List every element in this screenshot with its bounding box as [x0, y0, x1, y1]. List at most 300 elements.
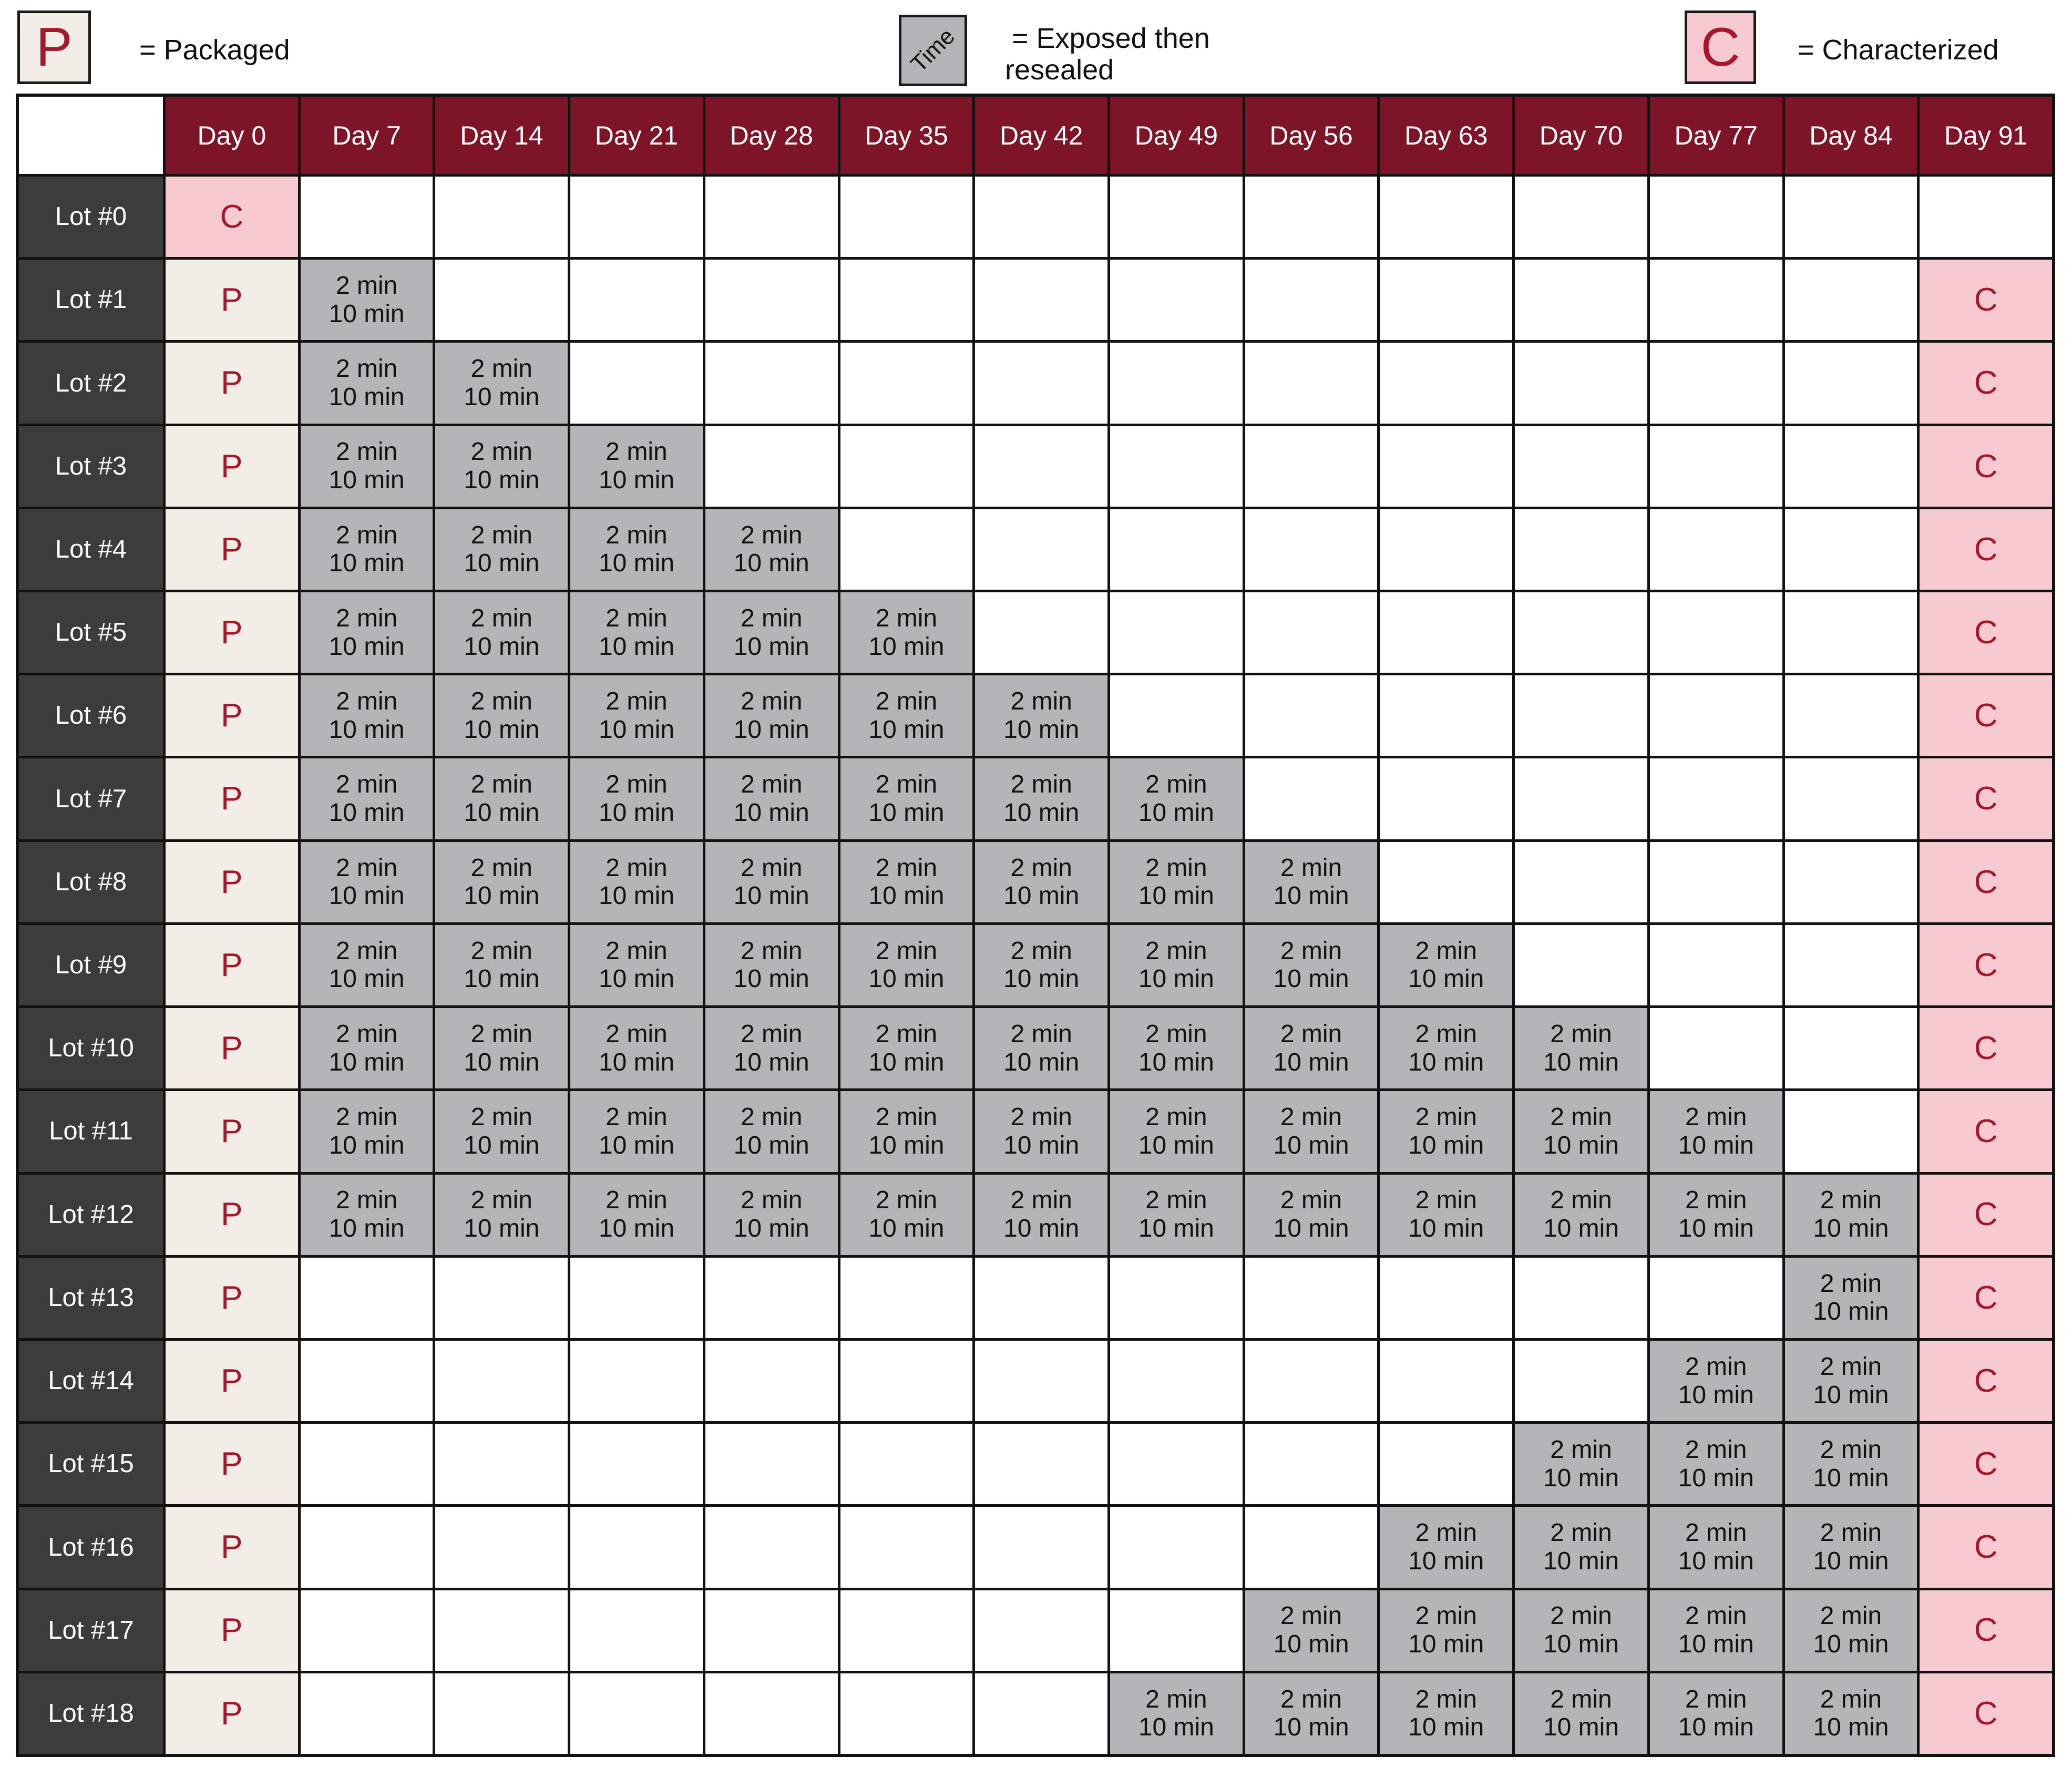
exposed-cell — [705, 925, 838, 1005]
exposure-time-long: 10 min — [464, 632, 540, 661]
exposure-time-short: 2 min — [606, 438, 668, 466]
exposure-time-long: 10 min — [329, 1048, 405, 1076]
exposure-time-long: 10 min — [733, 882, 809, 910]
exposed-cell — [1380, 925, 1512, 1005]
exposure-time-short: 2 min — [1685, 1436, 1747, 1464]
exposure-time-short: 2 min — [470, 687, 532, 716]
packaged-cell: P — [166, 842, 298, 922]
exposed-cell — [570, 1091, 703, 1171]
exposure-time-long: 10 min — [733, 1215, 809, 1243]
empty-cell — [1110, 343, 1243, 423]
exposure-time-short: 2 min — [1010, 1103, 1072, 1132]
exposure-time-short: 2 min — [335, 272, 398, 300]
exposed-cell — [435, 842, 568, 922]
exposure-time-short: 2 min — [1010, 687, 1072, 716]
exposure-time-long: 10 min — [598, 1131, 675, 1159]
exposure-time-short: 2 min — [1145, 854, 1207, 882]
exposed-cell — [1515, 1091, 1647, 1171]
exposed-cell — [301, 260, 433, 340]
legend-characterized-swatch — [1685, 11, 1756, 84]
empty-cell — [301, 1341, 433, 1421]
empty-cell — [1515, 675, 1647, 756]
empty-cell — [301, 1507, 433, 1587]
empty-cell — [1110, 509, 1243, 590]
empty-cell — [570, 177, 703, 257]
exposure-time-short: 2 min — [875, 687, 938, 716]
lot-label: Lot #13 — [19, 1258, 163, 1338]
empty-cell — [435, 1341, 568, 1421]
empty-cell — [840, 1673, 973, 1754]
exposed-cell — [1515, 1424, 1647, 1504]
exposure-time-long: 10 min — [733, 549, 809, 578]
empty-cell — [1785, 343, 1917, 423]
exposed-cell — [705, 509, 838, 590]
exposure-time-long: 10 min — [329, 799, 405, 827]
lot-label: Lot #17 — [19, 1590, 163, 1671]
exposed-cell — [840, 925, 973, 1005]
exposure-time-short: 2 min — [1280, 1685, 1342, 1713]
exposure-time-long: 10 min — [464, 965, 540, 993]
exposure-time-long: 10 min — [1003, 799, 1080, 827]
empty-cell — [975, 177, 1107, 257]
empty-cell — [1110, 1507, 1243, 1587]
exposed-cell — [975, 1175, 1107, 1255]
empty-cell — [570, 1258, 703, 1338]
lot-label: Lot #11 — [19, 1091, 163, 1171]
exposure-time-short: 2 min — [1685, 1685, 1747, 1713]
empty-cell — [1650, 177, 1782, 257]
exposure-time-long: 10 min — [1003, 1215, 1080, 1243]
empty-cell — [570, 1673, 703, 1754]
exposed-cell — [301, 842, 433, 922]
exposed-cell — [1245, 1673, 1378, 1754]
exposed-cell — [1380, 1008, 1512, 1088]
exposure-time-short: 2 min — [741, 770, 803, 799]
exposed-cell — [1110, 758, 1243, 839]
exposure-time-short: 2 min — [335, 604, 398, 632]
exposed-cell — [1785, 1258, 1917, 1338]
exposure-time-short: 2 min — [1415, 1685, 1477, 1713]
exposure-time-short: 2 min — [606, 521, 668, 549]
exposure-time-long: 10 min — [464, 466, 540, 495]
exposure-time-long: 10 min — [1813, 1713, 1889, 1742]
exposed-cell — [1785, 1590, 1917, 1671]
exposure-time-short: 2 min — [1415, 1602, 1477, 1630]
packaged-cell: P — [166, 592, 298, 673]
exposed-cell — [1380, 1590, 1512, 1671]
empty-cell — [1515, 842, 1647, 922]
exposed-cell — [1245, 1008, 1378, 1088]
exposed-cell — [840, 758, 973, 839]
empty-cell — [435, 1590, 568, 1671]
empty-cell — [1785, 925, 1917, 1005]
exposure-time-long: 10 min — [329, 882, 405, 910]
exposed-cell — [975, 842, 1107, 922]
exposure-time-short: 2 min — [1820, 1436, 1882, 1464]
empty-cell — [1785, 842, 1917, 922]
exposed-cell — [1110, 1673, 1243, 1754]
empty-cell — [1110, 426, 1243, 507]
empty-cell — [1110, 260, 1243, 340]
exposure-time-short: 2 min — [606, 770, 668, 799]
exposure-time-short: 2 min — [1820, 1186, 1882, 1215]
exposed-cell — [570, 1175, 703, 1255]
exposure-time-long: 10 min — [598, 965, 675, 993]
lot-label: Lot #6 — [19, 675, 163, 756]
exposure-time-short: 2 min — [1820, 1519, 1882, 1547]
exposed-cell — [1380, 1673, 1512, 1754]
characterized-cell: C — [1920, 592, 2052, 673]
exposed-cell — [301, 675, 433, 756]
empty-cell — [840, 509, 973, 590]
empty-cell — [435, 1424, 568, 1504]
empty-cell — [705, 343, 838, 423]
empty-cell — [570, 1341, 703, 1421]
empty-cell — [1650, 509, 1782, 590]
exposure-time-long: 10 min — [464, 1215, 540, 1243]
exposure-time-long: 10 min — [1678, 1630, 1754, 1659]
exposure-time-long: 10 min — [868, 1048, 945, 1076]
exposure-time-short: 2 min — [1550, 1436, 1612, 1464]
exposure-time-short: 2 min — [1010, 854, 1072, 882]
empty-cell — [975, 1507, 1107, 1587]
characterized-cell: C — [1920, 1175, 2052, 1255]
empty-cell — [840, 1590, 973, 1671]
exposure-time-short: 2 min — [606, 1103, 668, 1132]
empty-cell — [301, 177, 433, 257]
empty-cell — [705, 1590, 838, 1671]
exposure-time-long: 10 min — [1678, 1215, 1754, 1243]
exposed-cell — [1785, 1673, 1917, 1754]
exposed-cell — [1515, 1175, 1647, 1255]
exposed-cell — [1110, 1091, 1243, 1171]
exposed-cell — [975, 1091, 1107, 1171]
schedule-grid — [16, 94, 2055, 1757]
exposure-time-short: 2 min — [470, 1186, 532, 1215]
exposure-time-long: 10 min — [1543, 1547, 1619, 1575]
day-header: Day 21 — [570, 97, 703, 174]
exposure-time-short: 2 min — [1010, 1020, 1072, 1048]
legend-exposed-symbol: Time — [906, 23, 960, 77]
lot-label: Lot #7 — [19, 758, 163, 839]
exposure-time-long: 10 min — [868, 965, 945, 993]
exposure-time-long: 10 min — [464, 1048, 540, 1076]
exposed-cell — [1110, 1175, 1243, 1255]
exposed-cell — [570, 675, 703, 756]
day-header: Day 70 — [1515, 97, 1647, 174]
packaged-cell: P — [166, 1424, 298, 1504]
empty-cell — [1245, 675, 1378, 756]
exposure-time-short: 2 min — [1010, 770, 1072, 799]
exposure-time-long: 10 min — [1273, 1048, 1349, 1076]
exposure-time-short: 2 min — [1550, 1519, 1612, 1547]
exposed-cell — [1245, 842, 1378, 922]
empty-cell — [1110, 1341, 1243, 1421]
empty-cell — [1650, 925, 1782, 1005]
exposure-time-short: 2 min — [470, 355, 532, 383]
exposure-time-short: 2 min — [1820, 1352, 1882, 1381]
empty-cell — [1515, 1341, 1647, 1421]
empty-cell — [1650, 1008, 1782, 1088]
day-header: Day 77 — [1650, 97, 1782, 174]
packaged-cell: P — [166, 1341, 298, 1421]
exposure-time-long: 10 min — [1273, 1215, 1349, 1243]
exposure-time-long: 10 min — [329, 466, 405, 495]
exposed-cell — [301, 343, 433, 423]
exposure-time-long: 10 min — [1138, 882, 1214, 910]
exposed-cell — [1380, 1091, 1512, 1171]
empty-cell — [840, 343, 973, 423]
empty-cell — [1245, 1507, 1378, 1587]
exposure-time-long: 10 min — [1813, 1464, 1889, 1492]
exposure-time-short: 2 min — [875, 1186, 938, 1215]
empty-cell — [705, 1507, 838, 1587]
exposure-time-long: 10 min — [1273, 1713, 1349, 1742]
empty-cell — [840, 1258, 973, 1338]
characterized-cell: C — [1920, 509, 2052, 590]
exposed-cell — [435, 1008, 568, 1088]
lot-label: Lot #15 — [19, 1424, 163, 1504]
exposed-cell — [840, 1008, 973, 1088]
exposure-time-short: 2 min — [1550, 1020, 1612, 1048]
exposure-time-long: 10 min — [329, 1215, 405, 1243]
exposure-time-short: 2 min — [741, 604, 803, 632]
empty-cell — [1245, 758, 1378, 839]
empty-cell — [435, 260, 568, 340]
exposure-time-long: 10 min — [329, 965, 405, 993]
empty-cell — [1380, 260, 1512, 340]
exposed-cell — [1650, 1507, 1782, 1587]
exposed-cell — [1110, 1008, 1243, 1088]
exposure-time-short: 2 min — [1415, 1186, 1477, 1215]
empty-cell — [435, 1673, 568, 1754]
empty-cell — [435, 1258, 568, 1338]
exposure-time-long: 10 min — [1678, 1464, 1754, 1492]
exposure-time-short: 2 min — [606, 604, 668, 632]
lot-label: Lot #12 — [19, 1175, 163, 1255]
empty-cell — [975, 260, 1107, 340]
empty-cell — [1380, 509, 1512, 590]
exposed-cell — [1785, 1507, 1917, 1587]
empty-cell — [1650, 1258, 1782, 1338]
exposure-time-long: 10 min — [464, 383, 540, 412]
exposure-time-short: 2 min — [335, 521, 398, 549]
packaged-cell: P — [166, 1175, 298, 1255]
exposure-time-long: 10 min — [733, 632, 809, 661]
exposure-time-short: 2 min — [1010, 937, 1072, 965]
exposure-time-short: 2 min — [1550, 1186, 1612, 1215]
empty-cell — [1785, 1008, 1917, 1088]
exposed-cell — [705, 1008, 838, 1088]
exposed-cell — [840, 1091, 973, 1171]
exposed-cell — [570, 592, 703, 673]
exposure-time-short: 2 min — [1820, 1602, 1882, 1630]
empty-cell — [1515, 426, 1647, 507]
exposure-time-long: 10 min — [329, 715, 405, 744]
exposure-time-short: 2 min — [1415, 1103, 1477, 1132]
exposure-time-long: 10 min — [1543, 1630, 1619, 1659]
empty-cell — [975, 1590, 1107, 1671]
empty-cell — [1515, 177, 1647, 257]
empty-cell — [840, 260, 973, 340]
day-header: Day 91 — [1920, 97, 2052, 174]
exposed-cell — [840, 675, 973, 756]
exposure-time-short: 2 min — [741, 1103, 803, 1132]
exposed-cell — [1245, 925, 1378, 1005]
exposure-time-long: 10 min — [329, 549, 405, 578]
characterized-cell: C — [1920, 260, 2052, 340]
empty-cell — [840, 1507, 973, 1587]
exposure-time-long: 10 min — [1813, 1630, 1889, 1659]
exposure-time-long: 10 min — [1003, 965, 1080, 993]
exposure-time-long: 10 min — [868, 715, 945, 744]
exposed-cell — [301, 925, 433, 1005]
exposure-time-long: 10 min — [868, 799, 945, 827]
exposure-time-long: 10 min — [1003, 882, 1080, 910]
characterized-cell: C — [1920, 1424, 2052, 1504]
exposed-cell — [570, 925, 703, 1005]
exposure-time-short: 2 min — [1280, 1103, 1342, 1132]
exposed-cell — [1515, 1590, 1647, 1671]
exposure-time-short: 2 min — [335, 1103, 398, 1132]
day-header: Day 28 — [705, 97, 838, 174]
empty-cell — [1245, 509, 1378, 590]
exposed-cell — [1515, 1507, 1647, 1587]
exposure-time-short: 2 min — [875, 604, 938, 632]
lot-label: Lot #3 — [19, 426, 163, 507]
empty-cell — [1110, 1424, 1243, 1504]
characterized-cell: C — [1920, 1673, 2052, 1754]
characterized-cell: C — [1920, 426, 2052, 507]
legend-packaged-swatch — [17, 11, 91, 84]
empty-cell — [975, 426, 1107, 507]
exposed-cell — [840, 842, 973, 922]
characterized-cell: C — [166, 177, 298, 257]
day-header: Day 56 — [1245, 97, 1378, 174]
empty-cell — [840, 1424, 973, 1504]
empty-cell — [1920, 177, 2052, 257]
packaged-cell: P — [166, 426, 298, 507]
exposed-cell — [840, 1175, 973, 1255]
exposure-time-long: 10 min — [1408, 1630, 1484, 1659]
exposure-time-long: 10 min — [868, 1215, 945, 1243]
exposed-cell — [1110, 925, 1243, 1005]
exposure-time-short: 2 min — [1280, 937, 1342, 965]
empty-cell — [840, 426, 973, 507]
empty-cell — [1515, 509, 1647, 590]
empty-cell — [1245, 260, 1378, 340]
exposure-time-short: 2 min — [335, 1020, 398, 1048]
exposure-time-short: 2 min — [1145, 1685, 1207, 1713]
exposure-time-short: 2 min — [1280, 854, 1342, 882]
exposure-time-short: 2 min — [606, 1020, 668, 1048]
exposure-time-short: 2 min — [335, 687, 398, 716]
exposed-cell — [301, 592, 433, 673]
packaged-cell: P — [166, 1008, 298, 1088]
day-header: Day 84 — [1785, 97, 1917, 174]
exposure-time-short: 2 min — [470, 604, 532, 632]
characterized-cell: C — [1920, 1507, 2052, 1587]
empty-cell — [1380, 426, 1512, 507]
exposure-time-long: 10 min — [1408, 1215, 1484, 1243]
exposed-cell — [435, 675, 568, 756]
exposure-time-short: 2 min — [335, 937, 398, 965]
exposure-time-long: 10 min — [1003, 715, 1080, 744]
empty-cell — [1515, 1258, 1647, 1338]
exposure-time-short: 2 min — [335, 1186, 398, 1215]
packaged-cell: P — [166, 1258, 298, 1338]
exposed-cell — [1785, 1424, 1917, 1504]
empty-cell — [975, 592, 1107, 673]
exposure-time-long: 10 min — [464, 799, 540, 827]
exposure-time-long: 10 min — [733, 1048, 809, 1076]
exposure-time-long: 10 min — [1678, 1547, 1754, 1575]
empty-cell — [975, 343, 1107, 423]
exposure-time-short: 2 min — [1820, 1685, 1882, 1713]
exposure-time-short: 2 min — [1280, 1020, 1342, 1048]
exposed-cell — [435, 1175, 568, 1255]
empty-cell — [1785, 260, 1917, 340]
characterized-cell: C — [1920, 1341, 2052, 1421]
characterized-cell: C — [1920, 343, 2052, 423]
empty-cell — [1785, 426, 1917, 507]
empty-cell — [1245, 1341, 1378, 1421]
exposed-cell — [1650, 1590, 1782, 1671]
exposed-cell — [435, 509, 568, 590]
exposure-time-long: 10 min — [733, 1131, 809, 1159]
packaged-cell: P — [166, 260, 298, 340]
exposure-time-short: 2 min — [741, 521, 803, 549]
empty-cell — [975, 1673, 1107, 1754]
exposure-time-short: 2 min — [1145, 937, 1207, 965]
lot-label: Lot #5 — [19, 592, 163, 673]
exposure-time-short: 2 min — [1415, 1519, 1477, 1547]
exposure-time-long: 10 min — [1813, 1215, 1889, 1243]
empty-cell — [301, 1424, 433, 1504]
exposure-time-long: 10 min — [1408, 1547, 1484, 1575]
empty-cell — [301, 1590, 433, 1671]
exposure-time-short: 2 min — [335, 355, 398, 383]
empty-cell — [1650, 675, 1782, 756]
exposed-cell — [435, 1091, 568, 1171]
exposure-time-short: 2 min — [470, 1103, 532, 1132]
lot-label: Lot #10 — [19, 1008, 163, 1088]
exposed-cell — [1785, 1175, 1917, 1255]
exposure-time-long: 10 min — [329, 383, 405, 412]
packaged-cell: P — [166, 1673, 298, 1754]
empty-cell — [1110, 177, 1243, 257]
exposure-time-long: 10 min — [598, 799, 675, 827]
empty-cell — [570, 343, 703, 423]
exposure-time-long: 10 min — [733, 799, 809, 827]
empty-cell — [1785, 675, 1917, 756]
legend-exposed-label-line1: = Exposed then — [1012, 23, 1210, 54]
exposed-cell — [435, 925, 568, 1005]
exposed-cell — [1245, 1175, 1378, 1255]
exposed-cell — [301, 1175, 433, 1255]
exposure-time-short: 2 min — [335, 438, 398, 466]
exposed-cell — [435, 592, 568, 673]
exposed-cell — [435, 426, 568, 507]
empty-cell — [1380, 343, 1512, 423]
empty-cell — [705, 426, 838, 507]
exposure-time-short: 2 min — [606, 854, 668, 882]
exposure-time-long: 10 min — [464, 549, 540, 578]
exposure-time-long: 10 min — [1408, 1048, 1484, 1076]
empty-cell — [1650, 592, 1782, 673]
empty-cell — [1380, 177, 1512, 257]
exposed-cell — [1380, 1507, 1512, 1587]
